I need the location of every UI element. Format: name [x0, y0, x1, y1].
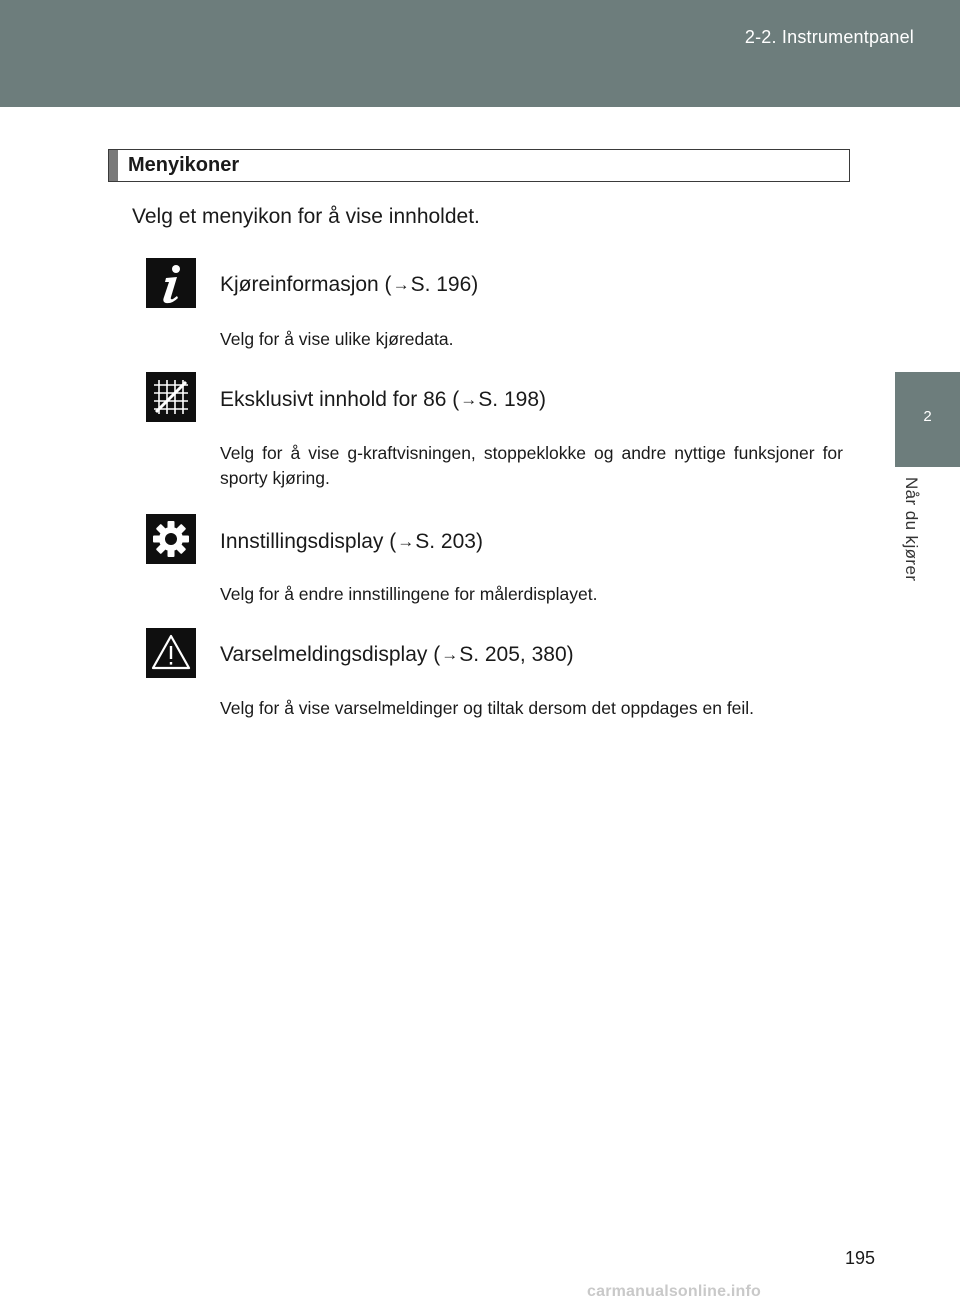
chapter-title: 2-2. Instrumentpanel	[744, 27, 914, 47]
page-ref-link[interactable]: S. 205, 380)	[459, 643, 574, 666]
chapter-tab-label: Når du kjører	[902, 477, 921, 582]
page-ref-link[interactable]: S. 196)	[410, 273, 479, 296]
item-desc-exclusive-content: Velg for å vise g-kraftvisningen, stoppeklokke og andre nyttige funksjoner for sporty kjøring.	[220, 443, 843, 488]
ref-arrow-icon: →	[397, 532, 415, 551]
item-title-exclusive-content	[220, 388, 840, 412]
ref-arrow-icon: →	[392, 275, 410, 294]
grid-chart-icon	[146, 372, 196, 422]
item-desc-driving-info: Velg for å vise ulike kjøredata.	[220, 329, 454, 349]
chapter-tab	[895, 372, 960, 467]
page-ref-link[interactable]: S. 203)	[415, 530, 483, 553]
item-name: Kjøreinformasjon (	[220, 273, 392, 296]
warning-icon	[146, 628, 196, 678]
item-title-warning-display	[220, 643, 840, 667]
gear-icon	[146, 514, 196, 564]
ref-arrow-icon: →	[441, 645, 459, 664]
item-name: Eksklusivt innhold for 86 (	[220, 388, 460, 411]
ref-arrow-icon: →	[460, 390, 478, 409]
info-icon	[146, 258, 196, 308]
page-ref-link[interactable]: S. 198)	[478, 388, 546, 411]
header-band	[0, 0, 960, 107]
item-desc-warning-display: Velg for å vise varselmeldinger og tiltak dersom det oppdages en feil.	[220, 698, 755, 718]
item-title-settings-display	[220, 530, 840, 554]
intro-text: Velg et menyikon for å vise innholdet.	[132, 205, 480, 228]
watermark: carmanualsonline.info	[587, 1283, 762, 1300]
item-name: Varselmeldingsdisplay (	[220, 643, 441, 666]
section-title: Menyikoner	[128, 154, 240, 176]
chapter-tab-number: 2	[923, 408, 932, 425]
section-header	[108, 149, 850, 182]
page-number: 195	[845, 1248, 876, 1268]
item-name: Innstillingsdisplay (	[220, 530, 397, 553]
section-header-bar	[109, 150, 118, 181]
item-desc-settings-display: Velg for å endre innstillingene for målerdisplayet.	[220, 584, 598, 604]
item-title-driving-info	[220, 273, 840, 297]
